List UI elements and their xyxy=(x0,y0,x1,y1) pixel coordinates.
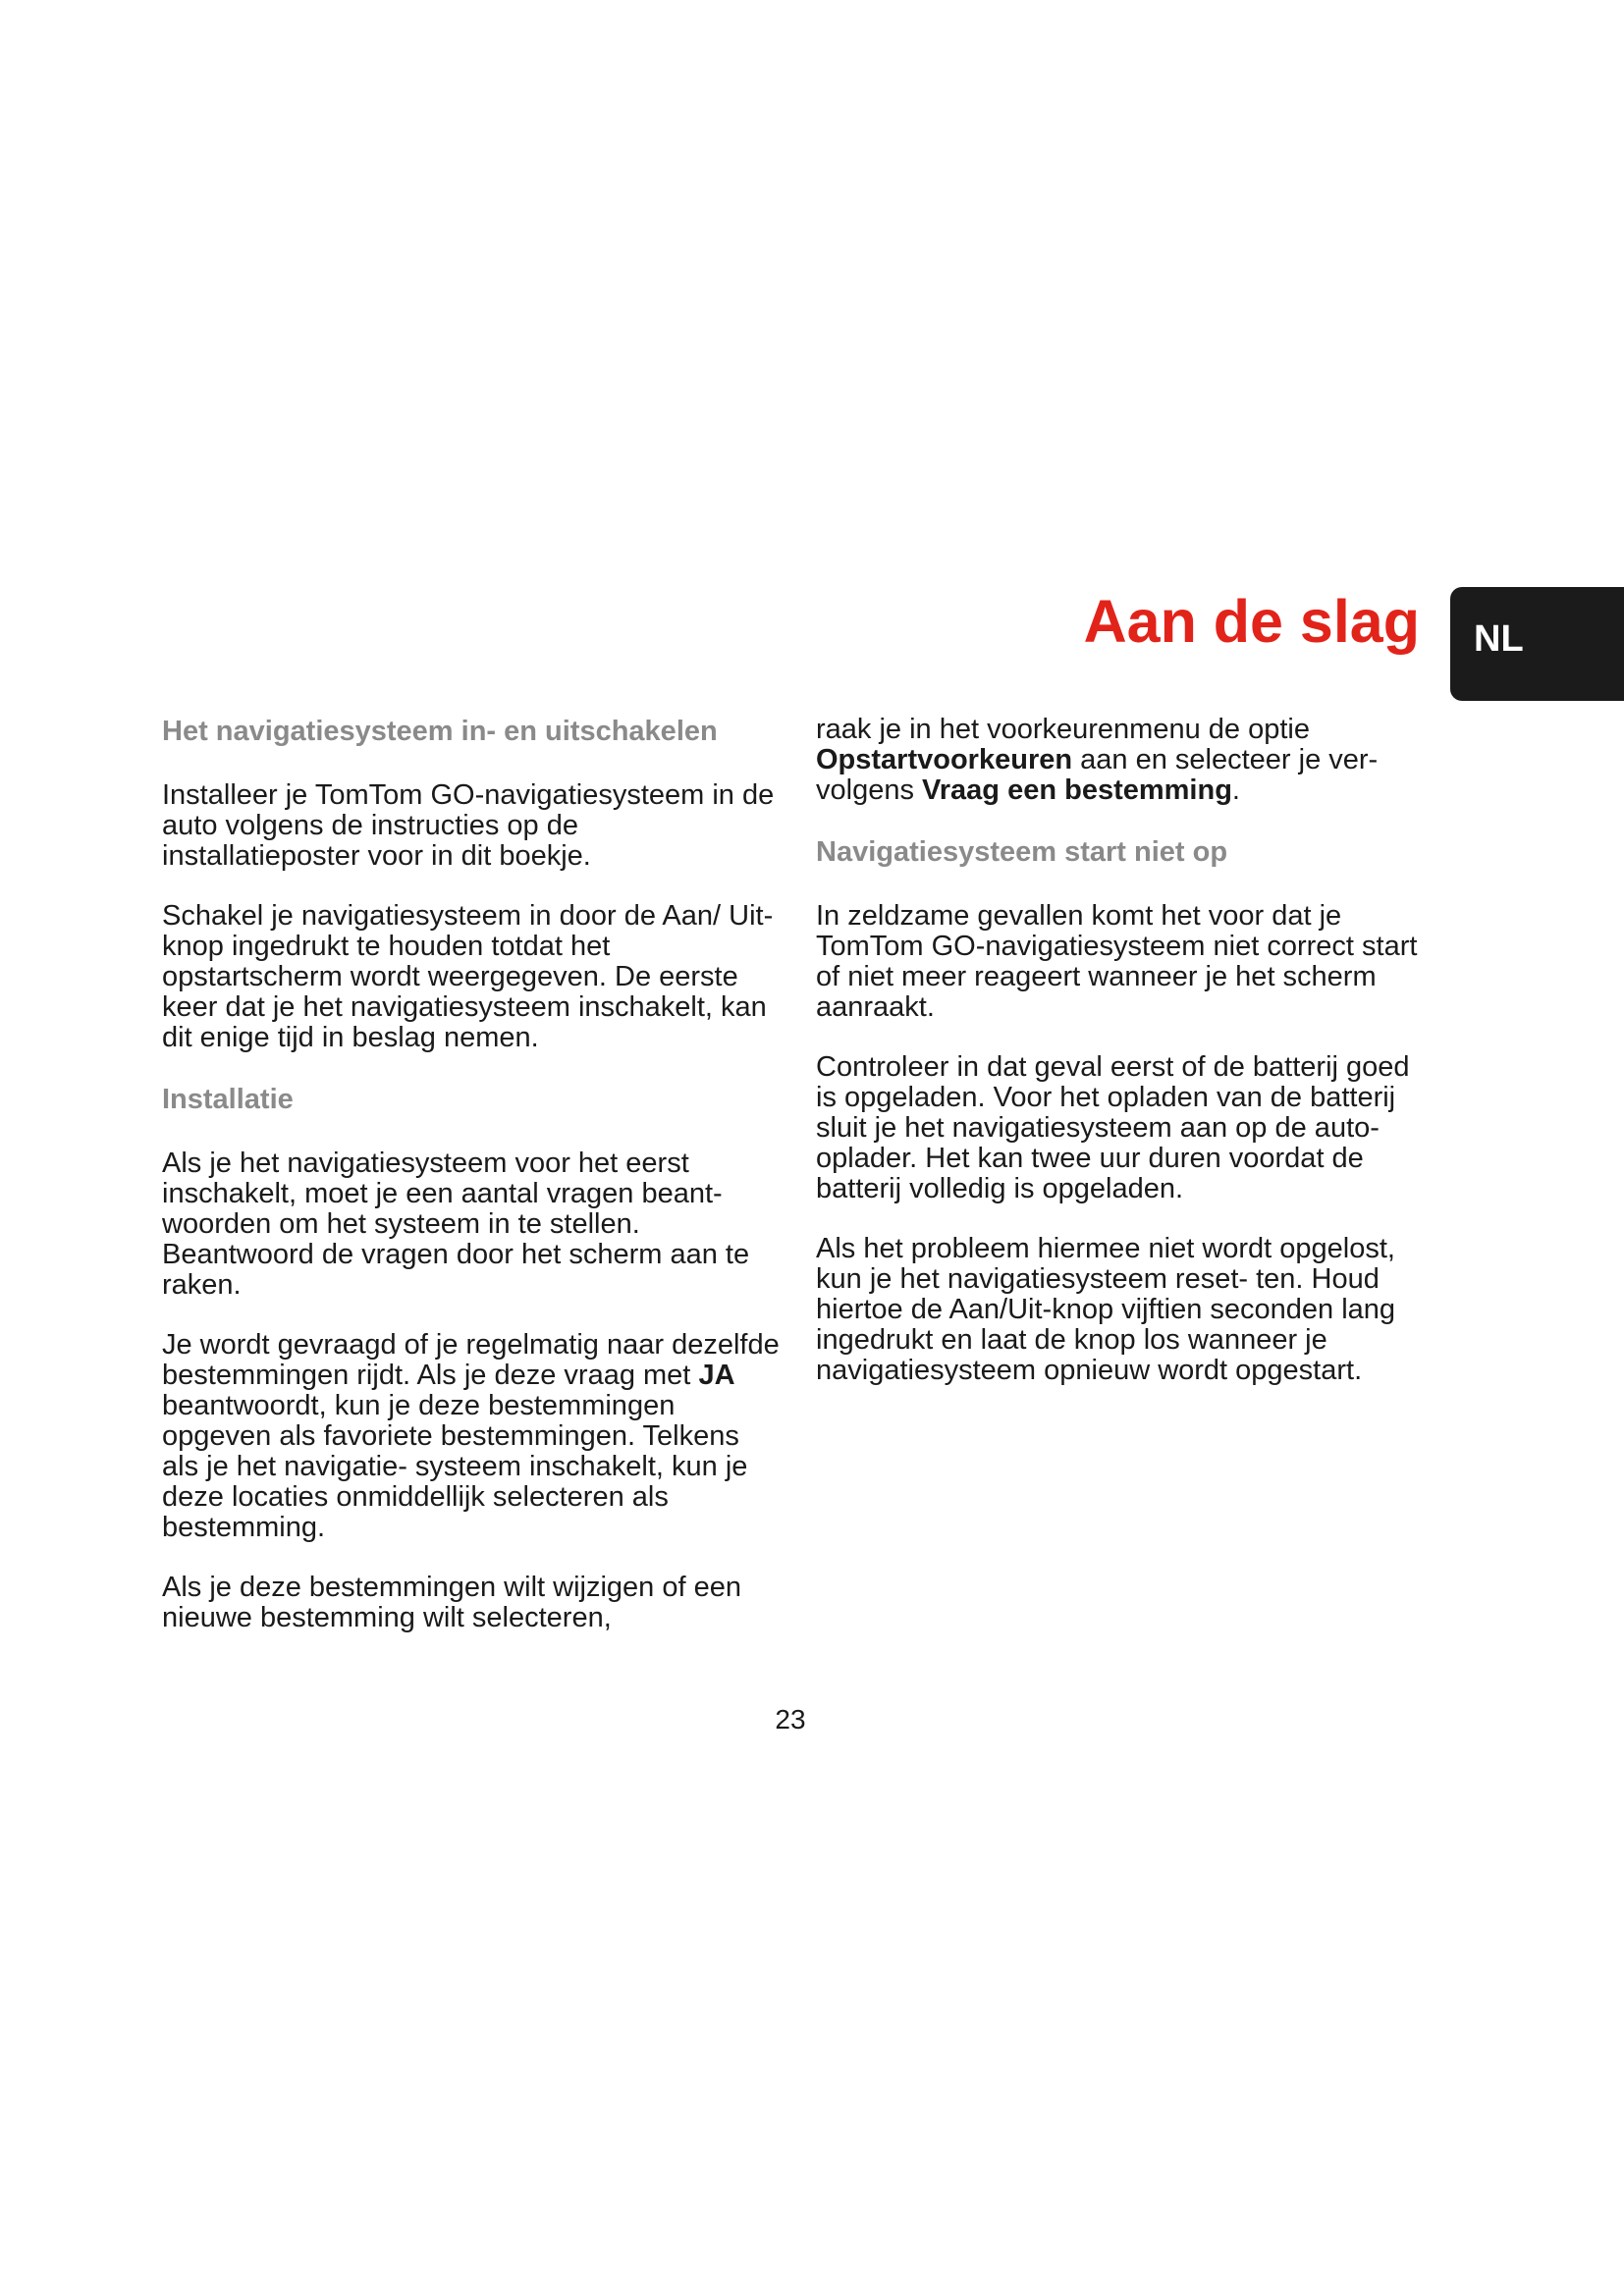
paragraph xyxy=(162,1330,781,1543)
page-number: 23 xyxy=(775,1704,806,1735)
text-run: Je wordt gevraagd of je regelmatig naar dezelfde bestemmingen rijdt. Als je deze vraag met xyxy=(162,1328,780,1391)
paragraph: Als je het navigatiesysteem voor het eerst inschakelt, moet je een aantal vragen beant- woorden om het systeem in te stellen. Beantwoord de vragen door het scherm aan te raken. xyxy=(162,1147,750,1301)
section-heading-installation: Installatie xyxy=(162,1083,294,1115)
paragraph xyxy=(816,715,1435,806)
bold-text-run: Vraag een bestemming xyxy=(922,774,1232,806)
language-tab-label: NL xyxy=(1474,618,1524,660)
text-run: aan en selecteer je ver- volgens xyxy=(816,744,1379,806)
paragraph: Schakel je navigatiesysteem in door de Aan/ Uit-knop ingedrukt te houden totdat het opstartscherm wordt weergegeven. De eerste keer dat je het navigatiesysteem inschakelt, kan dit enige tijd in beslag nemen. xyxy=(162,899,774,1053)
section-heading-troubleshooting: Navigatiesysteem start niet op xyxy=(816,836,1228,868)
page-title: Aan de slag xyxy=(1083,588,1420,655)
paragraph: In zeldzame gevallen komt het voor dat je TomTom GO-navigatiesysteem niet correct start of niet meer reageert wanneer je het scherm aanraakt. xyxy=(816,899,1418,1023)
section-heading-power: Het navigatiesysteem in- en uitschakelen xyxy=(162,716,718,747)
text-run: . xyxy=(1231,774,1240,806)
right-column xyxy=(816,715,1435,1415)
left-column xyxy=(162,715,781,1663)
paragraph: Installeer je TomTom GO-navigatiesysteem in de auto volgens de instructies op de installatieposter voor in dit boekje. xyxy=(162,778,775,872)
text-run: raak je in het voorkeurenmenu de optie xyxy=(816,714,1310,745)
language-tab xyxy=(1450,587,1624,701)
paragraph: Controleer in dat geval eerst of de batterij goed is opgeladen. Voor het opladen van de batterij sluit je het navigatiesysteem aan op de auto-oplader. Het kan twee uur duren voordat de batterij volledig is opgeladen. xyxy=(816,1050,1410,1204)
text-run: beantwoordt, kun je deze bestemmingen opgeven als favoriete bestemmingen. Telkens als je het navigatie- systeem inschakelt, kun je deze locaties onmiddellijk selecteren als bestemming. xyxy=(162,1389,748,1543)
paragraph: Als je deze bestemmingen wilt wijzigen of een nieuwe bestemming wilt selecteren, xyxy=(162,1571,741,1633)
bold-text-run: Opstartvoorkeuren xyxy=(816,744,1073,775)
paragraph: Als het probleem hiermee niet wordt opgelost, kun je het navigatiesysteem reset- ten. Houd hiertoe de Aan/Uit-knop vijftien seconden lang ingedrukt en laat de knop los wanneer je navigatiesysteem opnieuw wordt opgestart. xyxy=(816,1232,1396,1386)
bold-text-run: JA xyxy=(698,1359,735,1391)
